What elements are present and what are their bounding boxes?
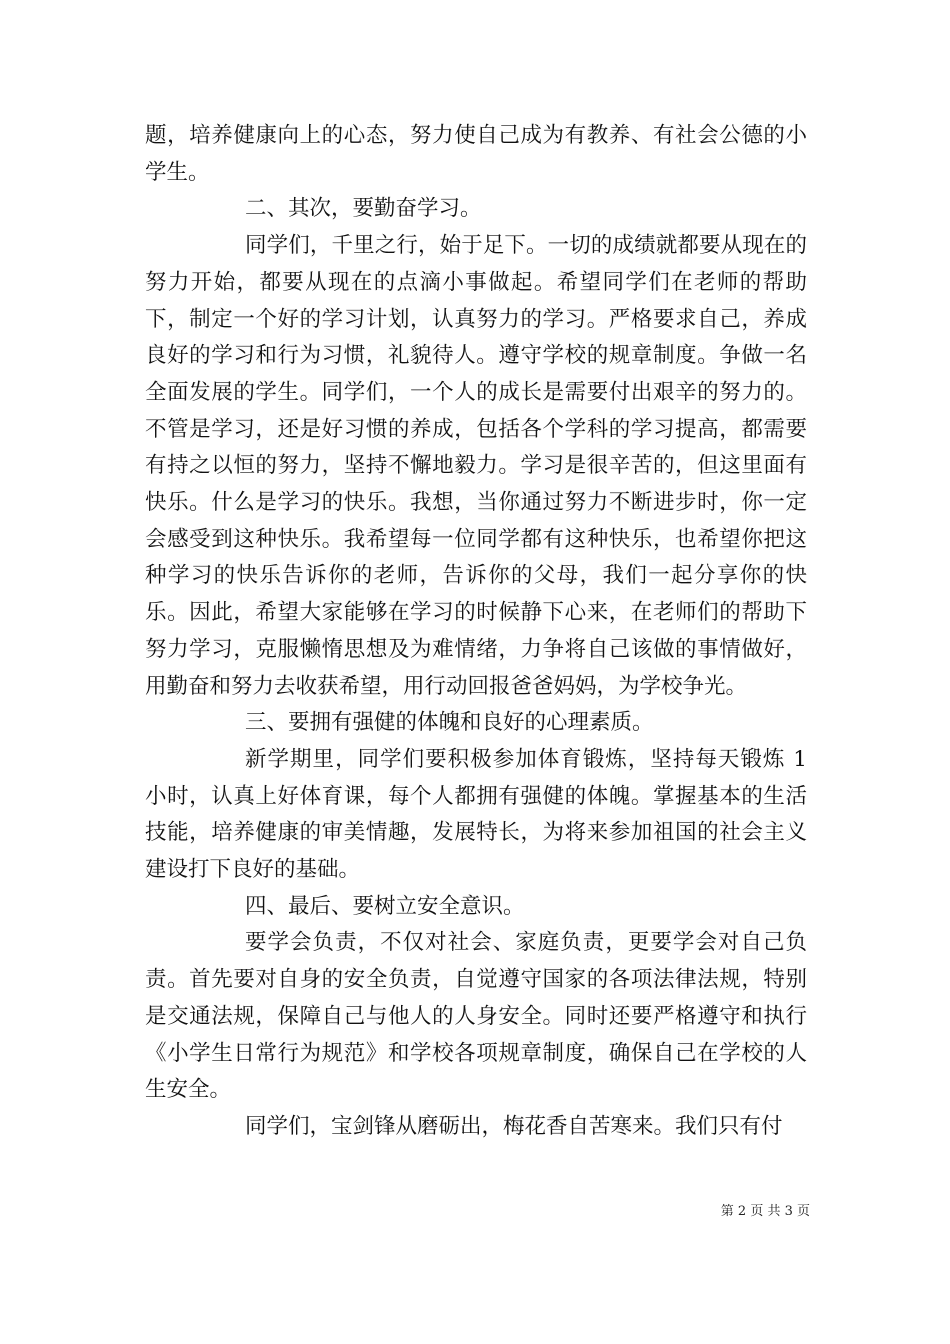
- section-heading-2: 二、其次，要勤奋学习。: [245, 196, 482, 222]
- section-heading-3: 三、要拥有强健的体魄和良好的心理素质。: [245, 710, 654, 736]
- paragraph-fitness: 新学期里，同学们要积极参加体育锻炼，坚持每天锻炼 1 小时，认真上好体育课，每个人都拥有强健的体魄。掌握基本的生活技能，培养健康的审美情趣，发展特长，为将来参加祖国的社会主义建设打下良好的基础。: [145, 746, 807, 883]
- paragraph-safety: 要学会负责，不仅对社会、家庭负责，更要学会对自己负责。首先要对自身的安全负责，自觉遵守国家的各项法律法规，特别是交通法规，保障自己与他人的人身安全。同时还要严格遵守和执行《小学生日常行为规范》和学校各项规章制度，确保自己在学校的人生安全。: [145, 930, 807, 1103]
- paragraph-continuation: 题，培养健康向上的心态，努力使自己成为有教养、有社会公德的小学生。: [145, 123, 807, 185]
- page-number: 第 2 页 共 3 页: [720, 1204, 810, 1219]
- section-heading-4: 四、最后、要树立安全意识。: [245, 893, 525, 919]
- paragraph-study: 同学们，千里之行，始于足下。一切的成绩就都要从现在的努力开始，都要从现在的点滴小事做起。希望同学们在老师的帮助下，制定一个好的学习计划，认真努力的学习。严格要求自己，养成良好的学习和行为习惯，礼貌待人。遵守学校的规章制度。争做一名全面发展的学生。同学们，一个人的成长是需要付出艰辛的努力的。不管是学习，还是好习惯的养成，包括各个学科的学习提高，都需要有持之以恒的努力，坚持不懈地毅力。学习是很辛苦的，但这里面有快乐。什么是学习的快乐。我想，当你通过努力不断进步时，你一定会感受到这种快乐。我希望每一位同学都有这种快乐，也希望你把这种学习的快乐告诉你的老师，告诉你的父母，我们一起分享你的快乐。因此，希望大家能够在学习的时候静下心来，在老师们的帮助下努力学习，克服懒惰思想及为难情绪，力争将自己该做的事情做好，用勤奋和努力去收获希望，用行动回报爸爸妈妈，为学校争光。: [145, 233, 807, 699]
- paragraph-closing: 同学们，宝剑锋从磨砺出，梅花香自苦寒来。我们只有付: [245, 1113, 783, 1139]
- document-body: [145, 118, 807, 1146]
